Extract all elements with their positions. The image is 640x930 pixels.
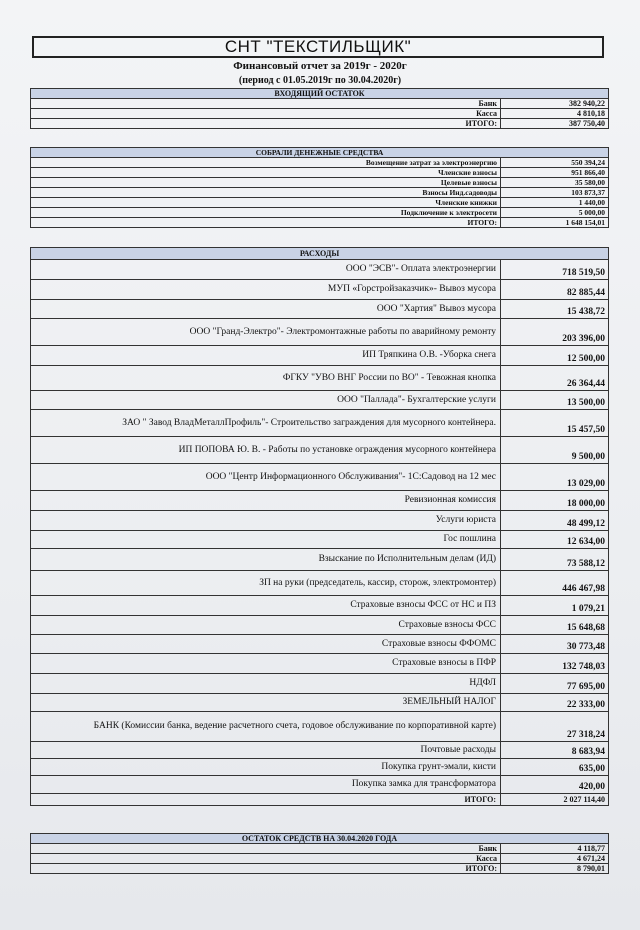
row-amount: 4 118,77 [501, 844, 609, 854]
expense-label: БАНК (Комиссии банка, ведение расчетного счета, годовое обслуживание по корпоративной карте) [31, 712, 501, 742]
expense-amount: 73 588,12 [501, 549, 609, 571]
expense-row [31, 712, 609, 742]
total-amount: 8 790,01 [501, 864, 609, 874]
opening-balance-table [30, 88, 609, 129]
row-amount: 103 873,37 [501, 188, 609, 198]
org-title: СНТ "ТЕКСТИЛЬЩИК" [32, 36, 604, 58]
table-row [31, 854, 609, 864]
expense-label: ООО "Паллада"- Бухгалтерские услуги [31, 391, 501, 410]
expense-amount: 15 648,68 [501, 616, 609, 635]
income-table [30, 147, 609, 228]
row-amount: 5 000,00 [501, 208, 609, 218]
expense-amount: 8 683,94 [501, 742, 609, 759]
expense-row [31, 491, 609, 511]
expense-amount: 18 000,00 [501, 491, 609, 511]
total-amount: 387 750,40 [501, 119, 609, 129]
expense-row [31, 366, 609, 391]
total-row [31, 794, 609, 806]
row-label: Взносы Инд.садоводы [31, 188, 501, 198]
expense-label: ЗП на руки (председатель, кассир, сторож, электромонтер) [31, 571, 501, 596]
row-label: Подключение к электросети [31, 208, 501, 218]
total-row [31, 864, 609, 874]
expense-row [31, 742, 609, 759]
expense-amount: 77 695,00 [501, 674, 609, 694]
row-amount: 4 671,24 [501, 854, 609, 864]
expense-label: МУП «Горстройзаказчик»- Вывоз мусора [31, 280, 501, 300]
expense-amount: 12 500,00 [501, 346, 609, 366]
expense-row [31, 596, 609, 616]
expense-label: ЗЕМЕЛЬНЫЙ НАЛОГ [31, 694, 501, 712]
expense-row [31, 319, 609, 346]
row-amount: 1 440,00 [501, 198, 609, 208]
expense-label: Услуги юриста [31, 511, 501, 531]
expense-label: Гос пошлина [31, 531, 501, 549]
expense-row [31, 616, 609, 635]
expense-amount: 1 079,21 [501, 596, 609, 616]
expense-row [31, 571, 609, 596]
table-row [31, 178, 609, 188]
total-label: ИТОГО: [31, 119, 501, 129]
row-amount: 550 394,24 [501, 158, 609, 168]
expense-amount: 635,00 [501, 759, 609, 776]
row-amount: 35 580,00 [501, 178, 609, 188]
expense-amount: 15 438,72 [501, 300, 609, 319]
table-row [31, 188, 609, 198]
expense-label: Ревизионная комиссия [31, 491, 501, 511]
expense-amount: 27 318,24 [501, 712, 609, 742]
report-period: (период с 01.05.2019г по 30.04.2020г) [238, 75, 402, 86]
total-row [31, 119, 609, 129]
row-label: Банк [31, 844, 501, 854]
expense-amount: 446 467,98 [501, 571, 609, 596]
table-row [31, 844, 609, 854]
expense-row [31, 531, 609, 549]
expense-label: ООО "Центр Информационного Обслуживания"- 1С:Садовод на 12 мес [31, 464, 501, 491]
expense-label: Страховые взносы в ПФР [31, 654, 501, 674]
expense-label: ООО "ЭСВ"- Оплата электроэнергии [31, 260, 501, 280]
row-amount: 4 810,18 [501, 109, 609, 119]
expense-label: ИП Тряпкина О.В. -Уборка снега [31, 346, 501, 366]
expense-label: ООО "Гранд-Электро"- Электромонтажные работы по аварийному ремонту [31, 319, 501, 346]
expense-amount: 12 634,00 [501, 531, 609, 549]
expense-label: Покупка замка для трансформатора [31, 776, 501, 794]
expense-amount: 15 457,50 [501, 410, 609, 437]
expense-amount: 48 499,12 [501, 511, 609, 531]
income-heading: СОБРАЛИ ДЕНЕЖНЫЕ СРЕДСТВА [31, 148, 609, 158]
expense-row [31, 300, 609, 319]
expense-label: Покупка грунт-эмали, кисти [31, 759, 501, 776]
report-title: Финансовый отчет за 2019г - 2020г [233, 60, 407, 72]
table-row [31, 198, 609, 208]
expense-label: НДФЛ [31, 674, 501, 694]
expense-row [31, 410, 609, 437]
expense-label: Страховые взносы ФФОМС [31, 635, 501, 654]
expense-amount: 203 396,00 [501, 319, 609, 346]
closing-heading: ОСТАТОК СРЕДСТВ НА 30.04.2020 ГОДА [31, 834, 609, 844]
total-row [31, 218, 609, 228]
expense-amount: 30 773,48 [501, 635, 609, 654]
expense-row [31, 776, 609, 794]
row-amount: 382 940,22 [501, 99, 609, 109]
expense-label: Почтовые расходы [31, 742, 501, 759]
table-row [31, 208, 609, 218]
expense-amount: 82 885,44 [501, 280, 609, 300]
expense-amount: 420,00 [501, 776, 609, 794]
expense-label: Взыскание по Исполнительным делам (ИД) [31, 549, 501, 571]
row-label: Банк [31, 99, 501, 109]
expense-amount: 9 500,00 [501, 437, 609, 464]
expense-row [31, 346, 609, 366]
total-label: ИТОГО: [31, 794, 501, 806]
expense-row [31, 635, 609, 654]
expense-row [31, 654, 609, 674]
row-label: Возмещение затрат за электроэнергию [31, 158, 501, 168]
expense-row [31, 464, 609, 491]
expense-amount: 22 333,00 [501, 694, 609, 712]
expense-amount: 718 519,50 [501, 260, 609, 280]
row-label: Членские книжки [31, 198, 501, 208]
expense-label: Страховые взносы ФСС от НС и ПЗ [31, 596, 501, 616]
closing-balance-table [30, 833, 609, 874]
expense-label: Страховые взносы ФСС [31, 616, 501, 635]
expense-row [31, 391, 609, 410]
expense-amount: 13 500,00 [501, 391, 609, 410]
expense-row [31, 511, 609, 531]
expense-amount: 132 748,03 [501, 654, 609, 674]
table-row [31, 158, 609, 168]
expense-label: ИП ПОПОВА Ю. В. - Работы по установке ограждения мусорного контейнера [31, 437, 501, 464]
total-label: ИТОГО: [31, 218, 501, 228]
total-amount: 2 027 114,40 [501, 794, 609, 806]
row-label: Членские взносы [31, 168, 501, 178]
expense-row [31, 437, 609, 464]
expense-row [31, 280, 609, 300]
row-label: Целевые взносы [31, 178, 501, 188]
expense-row [31, 549, 609, 571]
expense-label: ЗАО " Завод ВладМеталлПрофиль"- Строительство заграждения для мусорного контейнера. [31, 410, 501, 437]
row-label: Касса [31, 854, 501, 864]
table-row [31, 99, 609, 109]
expense-label: ФГКУ "УВО ВНГ России по ВО" - Тевожная кнопка [31, 366, 501, 391]
expense-row [31, 674, 609, 694]
expense-row [31, 260, 609, 280]
expense-amount: 13 029,00 [501, 464, 609, 491]
expenses-heading: РАСХОДЫ [31, 248, 609, 260]
table-row [31, 168, 609, 178]
row-amount: 951 866,40 [501, 168, 609, 178]
table-row [31, 109, 609, 119]
total-amount: 1 648 154,01 [501, 218, 609, 228]
row-label: Касса [31, 109, 501, 119]
expense-amount: 26 364,44 [501, 366, 609, 391]
expenses-body [31, 260, 609, 794]
opening-heading: ВХОДЯЩИЙ ОСТАТОК [31, 89, 609, 99]
expenses-table [30, 247, 609, 806]
expense-row [31, 759, 609, 776]
expense-label: ООО "Хартия" Вывоз мусора [31, 300, 501, 319]
total-label: ИТОГО: [31, 864, 501, 874]
expense-row [31, 694, 609, 712]
